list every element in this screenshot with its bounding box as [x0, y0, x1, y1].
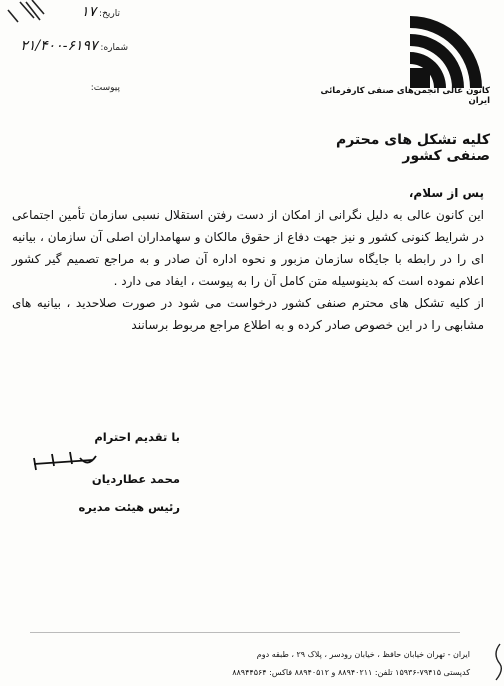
- signer-name: محمد عطاردیان: [91, 472, 180, 486]
- date-field: [40, 4, 120, 20]
- signer-title: رئیس هیئت مدیره: [78, 500, 180, 514]
- number-value: ۶۱۹۷-۲۱/۴۰۰: [20, 38, 98, 54]
- organization-logo-icon: [408, 14, 484, 90]
- number-label: شماره:: [100, 43, 128, 53]
- paragraph-1: این کانون عالی به دلیل نگرانی از امکان از دست رفتن استقلال نسبی سازمان تأمین اجتماعی در شرایط کنونی کشور و نیز جهت دفاع از حقوق مالکان و سهامداران اصلی آن سازمان ، بیانیه ای را در رابطه با جایگاه سازمان مزبور و نحوه اداره آن صادر و به مراجع تصمیم گیر کشور اعلام نموده است که بدینوسیله متن کامل آن را به پیوست ، ایفاد می دارد .: [12, 208, 484, 288]
- closing: با تقدیم احترام: [94, 430, 180, 444]
- footer-address: ایران - تهران خیابان حافظ ، خیابان رودسر ، پلاک ۲۹ ، طبقه دوم: [256, 650, 470, 659]
- letter-title: کلیه تشکل های محترم صنفی کشور: [335, 132, 490, 164]
- letter-body: [12, 182, 484, 336]
- attachment-label: پیوست:: [90, 83, 120, 93]
- paragraph-2: از کلیه تشکل های محترم صنفی کشور درخواست می شود در صورت صلاحدید ، بیانیه های مشابهی را در این خصوص صادر کرده و به اطلاع مراجع مربوط برسانند: [12, 296, 484, 332]
- date-value: ۱۷: [81, 4, 97, 20]
- greeting: پس از سلام،: [408, 186, 484, 200]
- handwritten-signature-icon: [30, 448, 100, 474]
- footer-divider: [30, 632, 460, 633]
- attachment-field: [60, 83, 120, 93]
- number-field: [4, 38, 128, 54]
- footer-contact: کدپستی ۷۹۴۱۵-۱۵۹۳۶ تلفن: ۸۸۹۴۰۲۱۱ و ۸۸۹۴۰۵۱۲ فاکس: ۸۸۹۴۴۵۶۴: [232, 668, 470, 677]
- edge-scribble-icon: [490, 640, 504, 686]
- date-label: تاریخ:: [99, 9, 120, 19]
- organization-name: کانون عالی انجمن‌های صنفی کارفرمائی ایران: [320, 86, 490, 106]
